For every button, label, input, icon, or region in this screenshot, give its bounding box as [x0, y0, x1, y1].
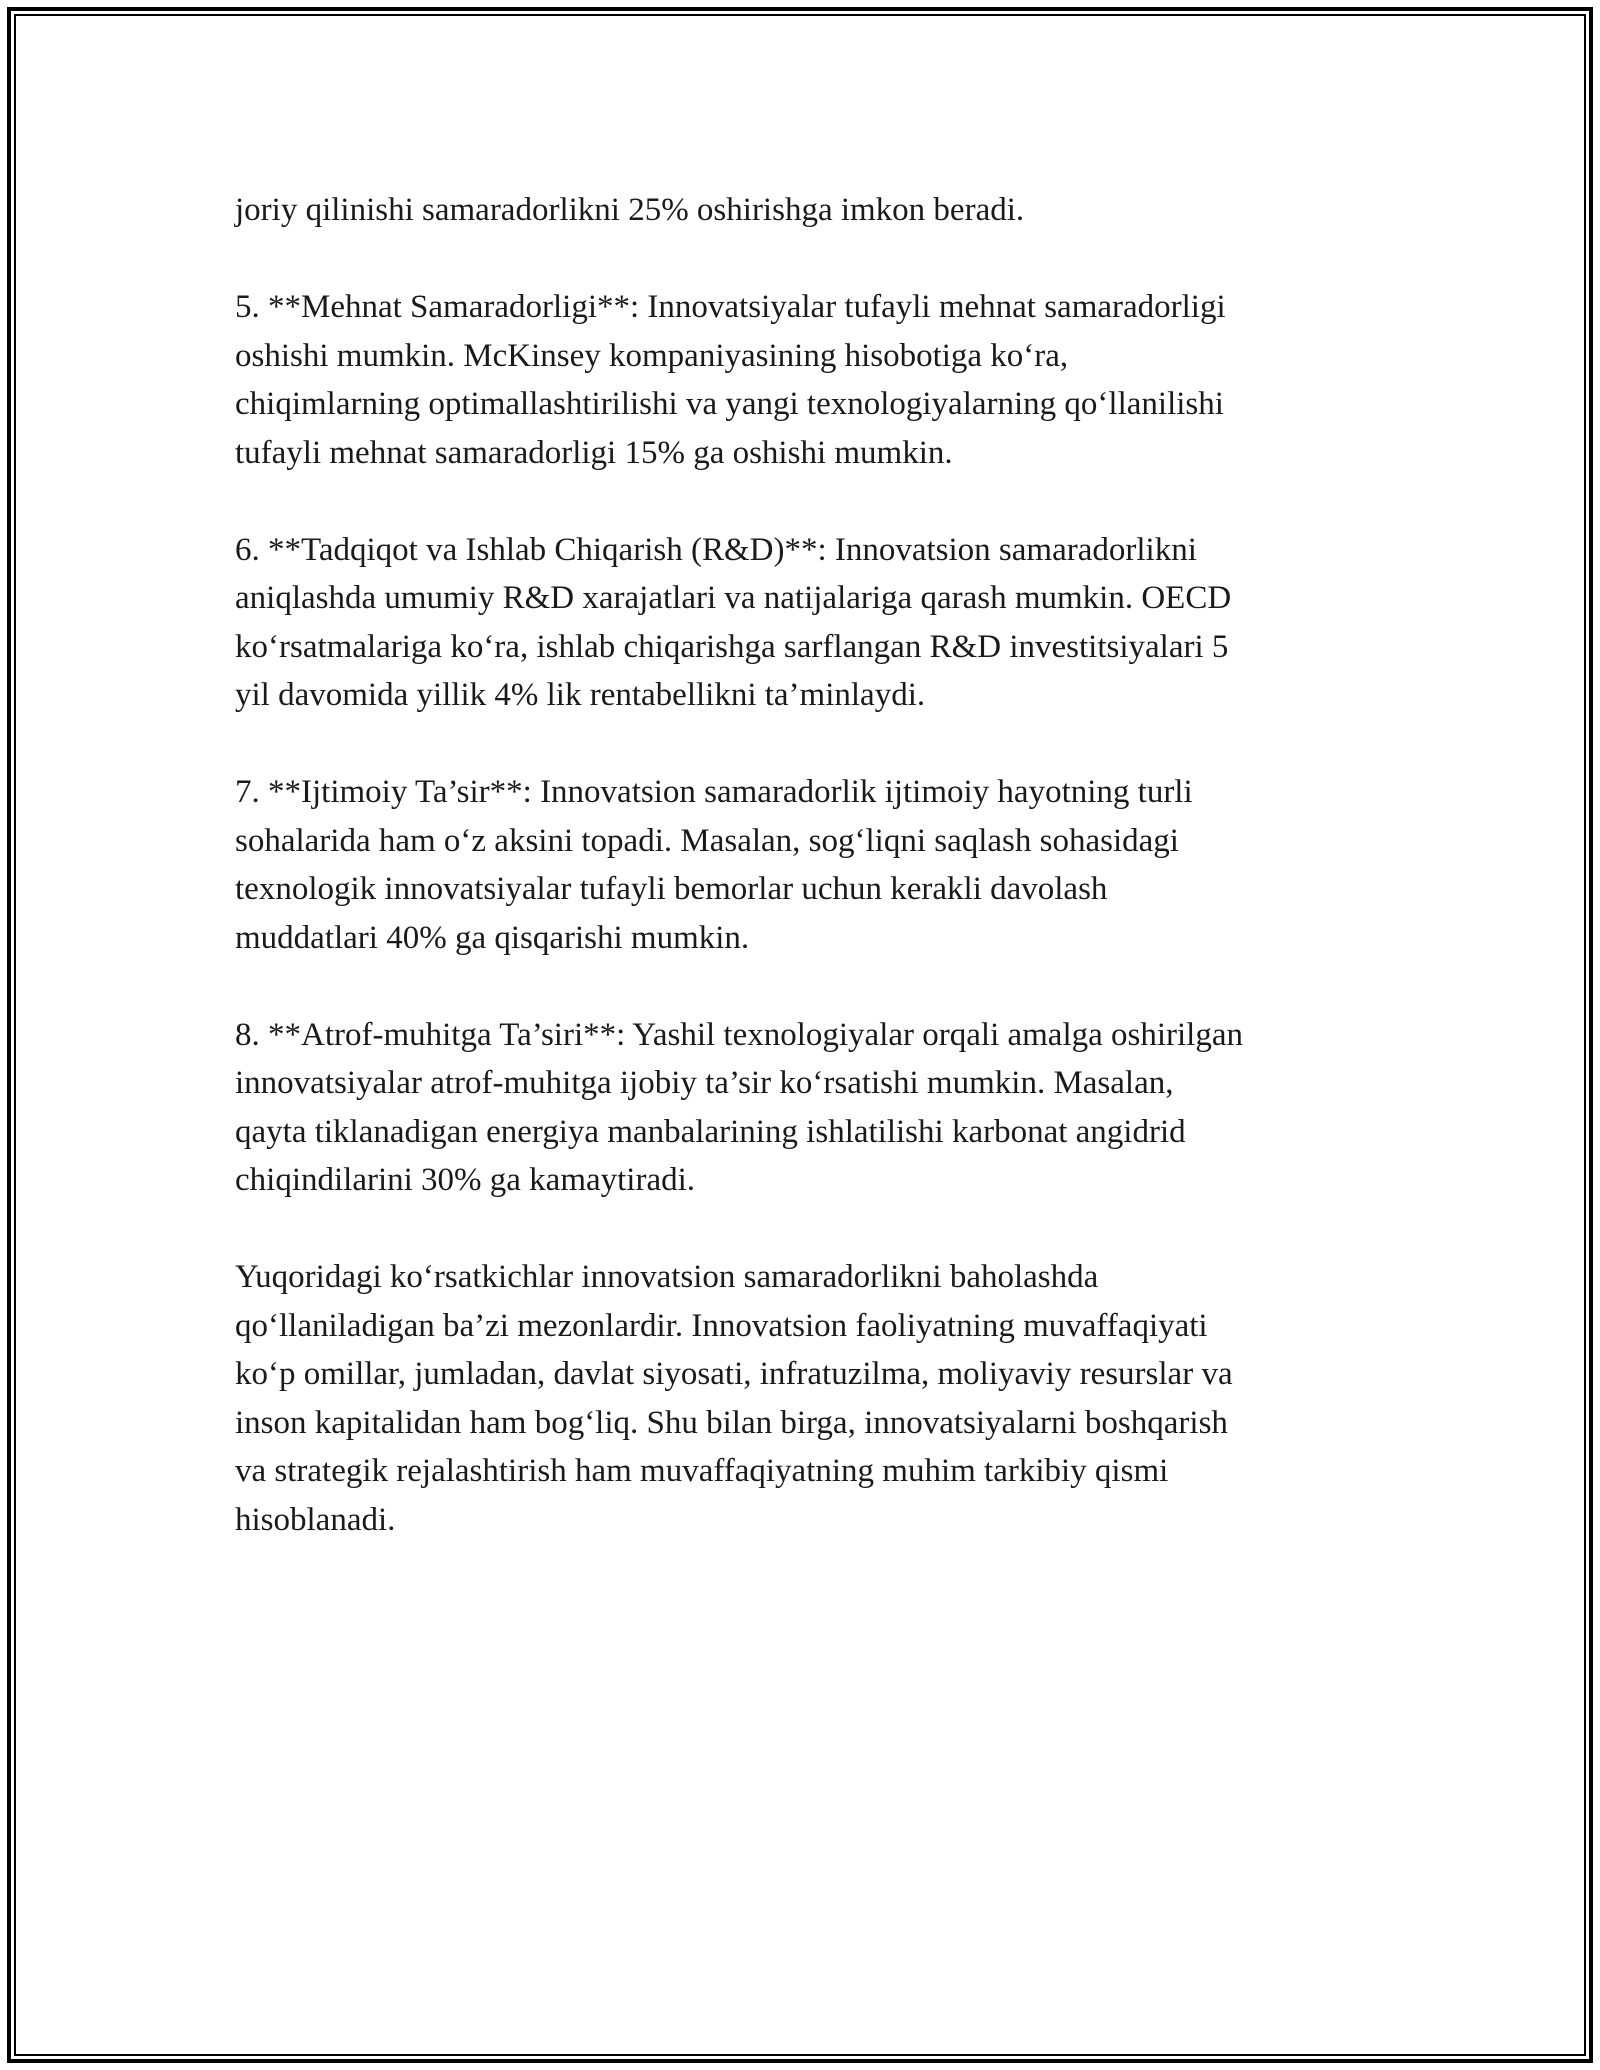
paragraph-social-impact: 7. **Ijtimoiy Ta’sir**: Innovatsion samaradorlik ijtimoiy hayotning turli sohalarida ham o‘z aksini topadi. Masalan, sog‘liqni saqlash sohasidagi texnologik innovatsiyalar tufayli bemorlar uchun kerakli davolash muddatlari 40% ga qisqarishi mumkin.	[235, 774, 1193, 956]
paragraph-environmental-impact: 8. **Atrof-muhitga Ta’siri**: Yashil texnologiyalar orqali amalga oshirilgan innovatsiyalar atrof-muhitga ijobiy ta’sir ko‘rsatishi mumkin. Masalan, qayta tiklanadigan energiya manbalarining ishlatilishi karbonat angidrid chiqindilarini 30% ga kamaytiradi.	[235, 1016, 1243, 1198]
document-body	[235, 186, 1385, 1593]
paragraph-labor-productivity: 5. **Mehnat Samaradorligi**: Innovatsiyalar tufayli mehnat samaradorligi oshishi mumkin. McKinsey kompaniyasining hisobotiga ko‘ra, chiqimlarning optimallashtirilishi va yangi texnologiyalarning qo‘llanilishi tufayli mehnat samaradorligi 15% ga oshishi mumkin.	[235, 289, 1226, 471]
paragraph-intro-continuation: joriy qilinishi samaradorlikni 25% oshirishga imkon beradi.	[235, 192, 1025, 228]
paragraph-research-development: 6. **Tadqiqot va Ishlab Chiqarish (R&D)**: Innovatsion samaradorlikni aniqlashda umumiy R&D xarajatlari va natijalariga qarash mumkin. OECD ko‘rsatmalariga ko‘ra, ishlab chiqarishga sarflangan R&D investitsiyalari 5 yil davomida yillik 4% lik rentabellikni ta’minlaydi.	[235, 531, 1232, 713]
paragraph-conclusion: Yuqoridagi ko‘rsatkichlar innovatsion samaradorlikni baholashda qo‘llaniladigan ba’zi mezonlardir. Innovatsion faoliyatning muvaffaqiyati ko‘p omillar, jumladan, davlat siyosati, infratuzilma, moliyaviy resurslar va inson kapitalidan ham bog‘liq. Shu bilan birga, innovatsiyalarni boshqarish va strategik rejalashtirish ham muvaffaqiyatning muhim tarkibiy qismi hisoblanadi.	[235, 1259, 1233, 1538]
